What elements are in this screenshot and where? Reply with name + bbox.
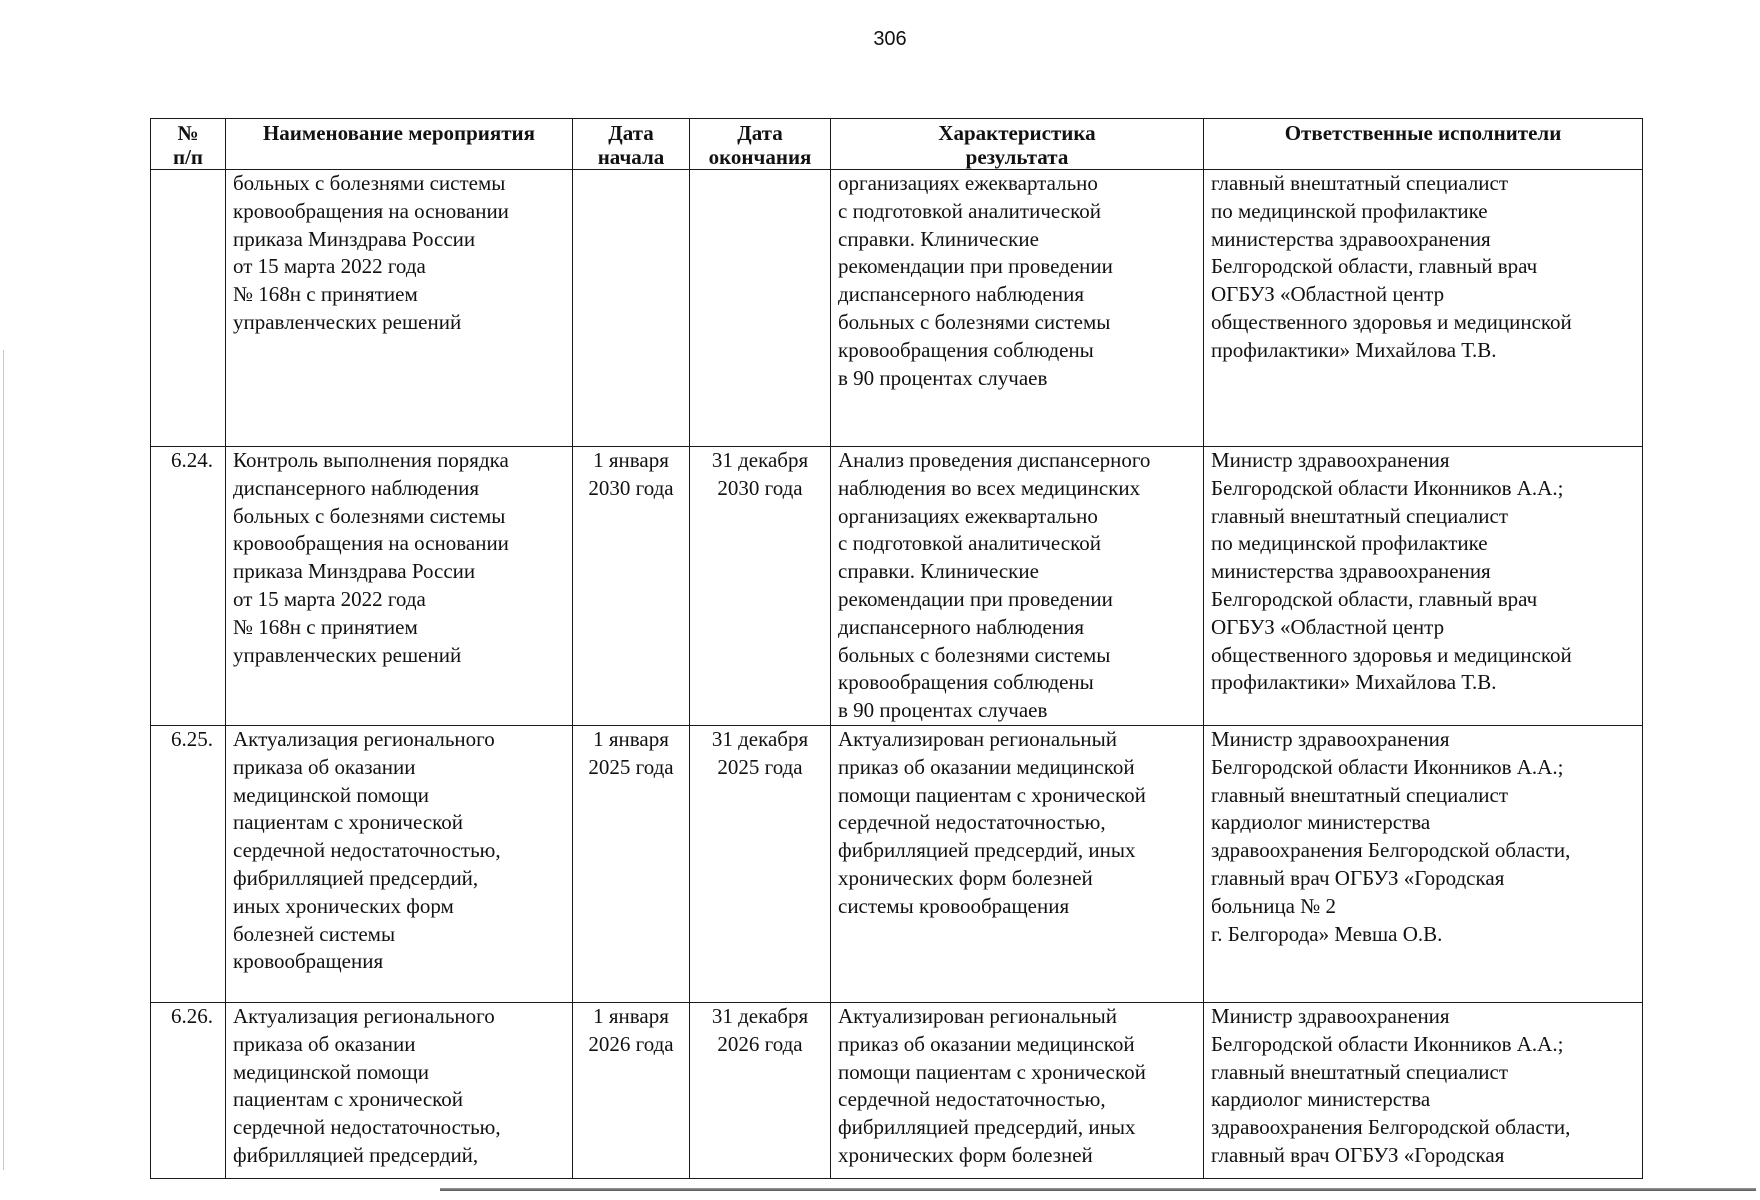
row-start-date: 1 января 2026 года — [573, 1002, 690, 1178]
table-row — [151, 1002, 1643, 1178]
row-result: Анализ проведения диспансерного наблюдения во всех медицинских организациях ежеквартально с подготовкой аналитической справки. Клинические рекомендации при проведении диспансерного наблюдения больных с болезнями системы кровообращения соблюдены в 90 процентах случаев — [831, 447, 1204, 726]
scan-edge-left — [3, 350, 4, 1170]
page-number: 306 — [873, 28, 907, 50]
row-number: 6.25. — [151, 725, 226, 1002]
row-responsible: Министр здравоохранения Белгородской области Иконников А.А.; главный внештатный специалист кардиолог министерства здравоохранения Белгородской области, главный врач ОГБУЗ «Городская больница № 2 г. Белгорода» Мевша О.В. — [1204, 725, 1643, 1002]
row-responsible: главный внештатный специалист по медицинской профилактике министерства здравоохранения Белгородской области, главный врач ОГБУЗ «Областной центр общественного здоровья и медицинской профилактики» Михайлова Т.В. — [1204, 170, 1643, 447]
row-result: Актуализирован региональный приказ об оказании медицинской помощи пациентам с хронической сердечной недостаточностью, фибрилляцией предсердий, иных хронических форм болезней — [831, 1002, 1204, 1178]
row-start-date: 1 января 2025 года — [573, 725, 690, 1002]
row-end-date: 31 декабря 2025 года — [690, 725, 831, 1002]
row-number: 6.24. — [151, 447, 226, 726]
table-row — [151, 170, 1643, 447]
row-event-name: больных с болезнями системы кровообращения на основании приказа Минздрава России от 15 марта 2022 года № 168н с принятием управленческих решений — [226, 170, 573, 447]
row-end-date — [690, 170, 831, 447]
table-header-row — [151, 119, 1643, 170]
row-responsible: Министр здравоохранения Белгородской области Иконников А.А.; главный внештатный специалист по медицинской профилактике министерства здравоохранения Белгородской области, главный врач ОГБУЗ «Областной центр общественного здоровья и медицинской профилактики» Михайлова Т.В. — [1204, 447, 1643, 726]
row-end-date: 31 декабря 2026 года — [690, 1002, 831, 1178]
table-row — [151, 725, 1643, 1002]
row-result: организациях ежеквартально с подготовкой аналитической справки. Клинические рекомендации при проведении диспансерного наблюдения больных с болезнями системы кровообращения соблюдены в 90 процентах случаев — [831, 170, 1204, 447]
row-number: 6.26. — [151, 1002, 226, 1178]
row-start-date: 1 января 2030 года — [573, 447, 690, 726]
header-number: № п/п — [151, 119, 226, 170]
header-start-date: Дата начала — [573, 119, 690, 170]
row-start-date — [573, 170, 690, 447]
header-event-name: Наименование мероприятия — [226, 119, 573, 170]
header-result: Характеристика результата — [831, 119, 1204, 170]
row-event-name: Актуализация регионального приказа об оказании медицинской помощи пациентам с хронической сердечной недостаточностью, фибрилляцией предсердий, иных хронических форм болезней системы кровообращения — [226, 725, 573, 1002]
row-event-name: Актуализация регионального приказа об оказании медицинской помощи пациентам с хронической сердечной недостаточностью, фибрилляцией предсердий, — [226, 1002, 573, 1178]
row-responsible: Министр здравоохранения Белгородской области Иконников А.А.; главный внештатный специалист кардиолог министерства здравоохранения Белгородской области, главный врач ОГБУЗ «Городская — [1204, 1002, 1643, 1178]
row-number — [151, 170, 226, 447]
header-end-date: Дата окончания — [690, 119, 831, 170]
scan-edge-bottom — [440, 1188, 1756, 1191]
row-event-name: Контроль выполнения порядка диспансерного наблюдения больных с болезнями системы кровообращения на основании приказа Минздрава России от 15 марта 2022 года № 168н с принятием управленческих решений — [226, 447, 573, 726]
table-row — [151, 447, 1643, 726]
header-responsible: Ответственные исполнители — [1204, 119, 1643, 170]
row-end-date: 31 декабря 2030 года — [690, 447, 831, 726]
events-table — [150, 118, 1643, 1179]
row-result: Актуализирован региональный приказ об оказании медицинской помощи пациентам с хронической сердечной недостаточностью, фибрилляцией предсердий, иных хронических форм болезней системы кровообращения — [831, 725, 1204, 1002]
